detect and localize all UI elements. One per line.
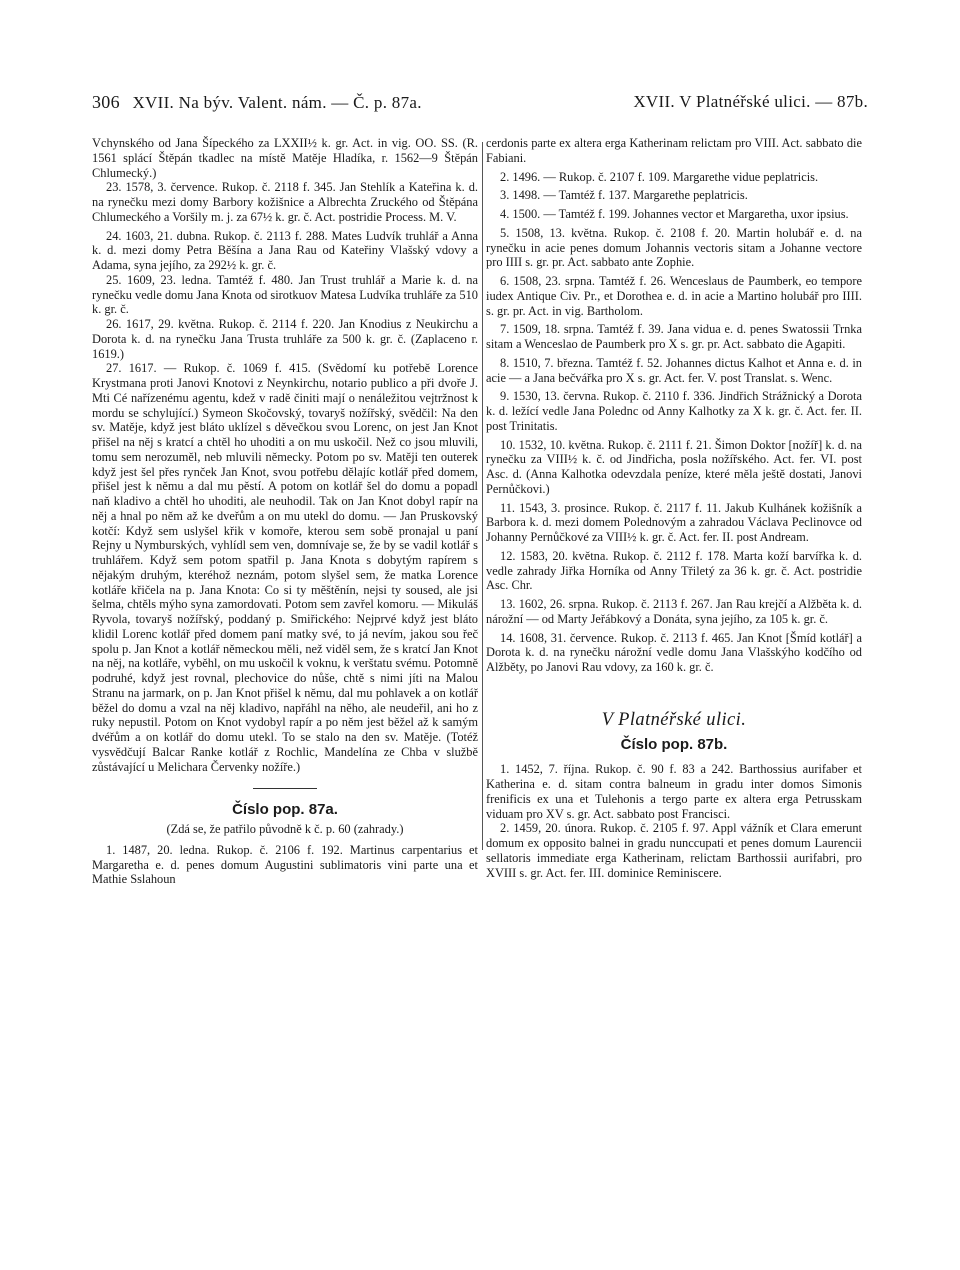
paragraph: 14. 1608, 31. července. Rukop. č. 2113 f. 465. Jan Knot [Šmíd kotlář] a Dorota k. d. na rynečku nárožní vedle domu Jana Vlašskýho kodčího od Alžběty, po Janovi Rau vdovy, za 160 k. gr. č. [486, 630, 862, 674]
paragraph: 1. 1487, 20. ledna. Rukop. č. 2106 f. 192. Martinus carpentarius et Margaretha e. d. penes domum Augustini sublimatoris vini parte una et Mathie Sslahoun [92, 842, 478, 887]
paragraph: 24. 1603, 21. dubna. Rukop. č. 2113 f. 288. Mates Ludvík truhlář a Anna k. d. mezi domy Petra Běšína a Jana Rau od Kateřiny Vlašský vdovy a Adama, syna jejího, za 292½ k. gr. č. [92, 228, 478, 272]
section-divider [253, 788, 317, 789]
paragraph: 4. 1500. — Tamtéž f. 199. Johannes vector et Margaretha, uxor ipsius. [500, 207, 849, 221]
section-heading-87a: Číslo pop. 87a. [232, 801, 338, 819]
page-number: 306 [92, 92, 120, 112]
paragraph: 25. 1609, 23. ledna. Tamtéž f. 480. Jan Trust truhlář a Marie k. d. na rynečku vedle domu Jana Knota od sirotkuov Matesa Ludvíka truhláře za 510 k. gr. č. [92, 272, 478, 317]
section-heading-87b: Číslo pop. 87b. [620, 735, 728, 753]
paragraph: 7. 1509, 18. srpna. Tamtéž f. 39. Jana vidua e. d. penes Swatossii Trnka sitam a Wenceslao de Paumberk pro X s. gr. pr. Act. sabbato die Agapiti. [486, 322, 862, 351]
paragraph: 26. 1617, 29. května. Rukop. č. 2114 f. 220. Jan Knodius z Neukirchu a Dorota k. d. na rynečku Jana Trusta truhláře za 500 k. gr. č. (Zaplaceno r. 1619.) [92, 317, 478, 361]
paragraph: 9. 1530, 13. června. Rukop. č. 2110 f. 336. Jindřich Strážnický a Dorota k. d. ležící vedle Jana Polednc od Anny Kalhotky za X k. gr. č. Act. fer. II. post Trinitatis. [486, 389, 862, 433]
paragraph: 10. 1532, 10. května. Rukop. č. 2111 f. 21. Šimon Doktor [nožíř] k. d. na rynečku za VIII½ k. č. od Jindřicha, posla nožířského. Act. fer. VI. post Asc. d. (Anna Kalhotka odevzdala peníze, které měla ještě dostati, Janovi Pernůčkovi.) [486, 437, 862, 496]
paragraph: 12. 1583, 20. května. Rukop. č. 2112 f. 178. Marta koží barvířka k. d. vedle zahrady Jiřka Horníka od Anny Třiletý za 36 k. gr. č. Act. postridie Asc. Chr. [486, 548, 862, 593]
right-column [486, 136, 862, 880]
left-running-head-text: XVII. Na býv. Valent. nám. — Č. p. 87a. [132, 93, 422, 112]
paragraph: 13. 1602, 26. srpna. Rukop. č. 2113 f. 267. Jan Rau krejčí a Alžběta k. d. nárožní — od Marty Jeřábkový a Donáta, syna jejího, za 105 k. gr. č. [486, 597, 862, 626]
left-running-head [92, 92, 422, 113]
paragraph: cerdonis parte ex altera erga Katherinam relictam pro VIII. Act. sabbato die Fabiani. [486, 136, 862, 165]
paragraph: 8. 1510, 7. března. Tamtéž f. 52. Johannes dictus Kalhot et Anna e. d. in acie — a Jana bečvářka pro X s. gr. Act. fer. V. post Translat. s. Wenc. [486, 355, 862, 385]
column-divider [482, 142, 483, 850]
paragraph: 5. 1508, 13. května. Rukop. č. 2108 f. 20. Martin holubář e. d. na rynečku in acie penes domum Johannis vectoris sitam a Johanne vectore pro IIII s. gr. pr. Act. sabbato ante Zophie. [486, 225, 862, 270]
paragraph: 1. 1452, 7. října. Rukop. č. 90 f. 83 a 242. Barthossius aurifaber et Katherina e. d. sitam contra balneum in gradu inter domos Simonis frenificis ex una et Tulehonis a tergo parte ex altera erga Petrusskam viduam pro XV s. gr. Act. sabbato post Francisci. [486, 762, 862, 821]
paragraph: 11. 1543, 3. prosince. Rukop. č. 2117 f. 11. Jakub Kulhánek kožišník a Barbora k. d. mezi domem Polednovým a zahradou Václava Peclinovce od Johanny Pernůčkové za VIII½ k. gr. č. Act. fer. II. post Andream. [486, 500, 862, 544]
paragraph: 23. 1578, 3. července. Rukop. č. 2118 f. 345. Jan Stehlík a Kateřina k. d. na rynečku mezi domy Barbory kožišnice a Albrechta Zruckého od Štěpána Chlumeckého a Voršily m. j. za 67½ k. gr. č. Act. postridie Process. M. V. [92, 180, 478, 224]
left-column [92, 136, 478, 887]
paragraph: 2. 1496. — Rukop. č. 2107 f. 109. Margarethe vidue peplatricis. [500, 169, 819, 184]
section-note: (Zdá se, že patřilo původně k č. p. 60 (zahrady.) [166, 822, 404, 836]
paragraph: 27. 1617. — Rukop. č. 1069 f. 415. (Svědomí ku potřebě Lorence Krystmana proti Janovi Knotovi z Neynkirchu, notario publico a při dvoře J. Mti Cé nařízenému agentu, kdež v radě činiti mají o nenáležitou vejtržnost k mordu se schylující.) Symeon Skočovský, tovaryš nožířský, svědčil: Na den sv. Matěje, když jest bláto uklízel s děvečkou svou Lorenc, on jest Jan Knot přišel na něj s kratcí a chtěl ho uhoditi a on mu uskočil. Než co jsou mluvili, tomu sem nerozuměl, neb mluvili německy. Potom po sv. Matěji ten outerek když jest šel přes rynček Jan Knot, svou potřebu dělajíc kotlář před domem, přišel jest k němu a dal mu pěstí. A potom on kotlář šel do domu a popadl naň kladivo a chtěl ho uhoditi, ale neuhodil. Tak on Jan Knot dobyl rapír na něj a hnal po něm až ke dveřům a on mu utekl do domu. — Jan Pruskovský kotčí: Když sem uslyšel křik v komoře, kterou sem sobě pronajal u paní Rejny u Nymburských, vyhlídl sem ven, domnívaje se, že by se vadil kotlář s truhlářem. Když sem potom spatřil p. Jana Knota s dobytým rapírem s nějakým druhým, kteréhož neznám, potom slyšel sem, že matka Lorence kotláře křičela na p. Jana Knota: Co si ty měštěnín, nejsi ty soused, ale jsi šelma, chtěls mýho syna zamordovati. Potom sem zavřel komoru. — Mikuláš Ryvola, tovaryš nožířský, poddaný p. Smiřického: Nejprvé když jest bláto klidil Lorenc kotlář před domem paní matky své, to já nevím, jakou sou řeč spolu p. Jan Knot a kotlář německou měli, než viděl sem, že s kratcí Jan Knot na něj, na kotláře, vyběhl, on mu uskočil k voknu, k verštatu svému. Potomně podruhé, když jest rovnal, plechovice do nůše, chtě s nimi jíti na Malou Stranu na jarmark, on p. Jan Knot přišel k němu, dal mu pohlavek a on kotlář běžel do domu a vzal na něj kladivo, napřáhl na něho, ale neudeřil, ani ho z ruky nepustil. Potom on Knot vydobyl rapír a po něm jest běžel až k samým dvéřům a on kotlář do domu utekl. To se stalo na den sv. Matěje. (Totéž vysvědčují Balcar Ranke kotlář z Rochlic, Mandelína ze Chba v službě zůstávající u Melichara Červenky nožíře.) [92, 361, 478, 774]
right-running-head: XVII. V Platnéřské ulici. — 87b. [633, 92, 868, 111]
street-title: V Platnéřské ulici. [601, 709, 747, 730]
paragraph: 6. 1508, 23. srpna. Tamtéž f. 26. Wenceslaus de Paumberk, eo tempore iudex Antique Civ. Pr., et Dorothea e. d. in acie a Martino holubář pro IIII. s. gr. pr. Act. in vig. Bartholom. [486, 274, 862, 318]
paragraph: Vchynského od Jana Šípeckého za LXXII½ k. gr. Act. in vig. OO. SS. (R. 1561 splácí Štěpán tkadlec na místě Matěje Hladíka, r. 1562—9 Štěpán Chlumecký.) [92, 136, 478, 180]
paragraph: 2. 1459, 20. února. Rukop. č. 2105 f. 97. Appl vážník et Clara emerunt domum ex opposito balnei in gradu nunccupati et penes domum Laurencii sellatoris immediate erga Katherinam, relictam Barthossii aurifabri, pro XVIII s. gr. Act. fer. III. dominice Reminiscere. [486, 821, 862, 880]
paragraph: 3. 1498. — Tamtéž f. 137. Margarethe peplatricis. [500, 188, 748, 203]
running-header [92, 92, 868, 116]
